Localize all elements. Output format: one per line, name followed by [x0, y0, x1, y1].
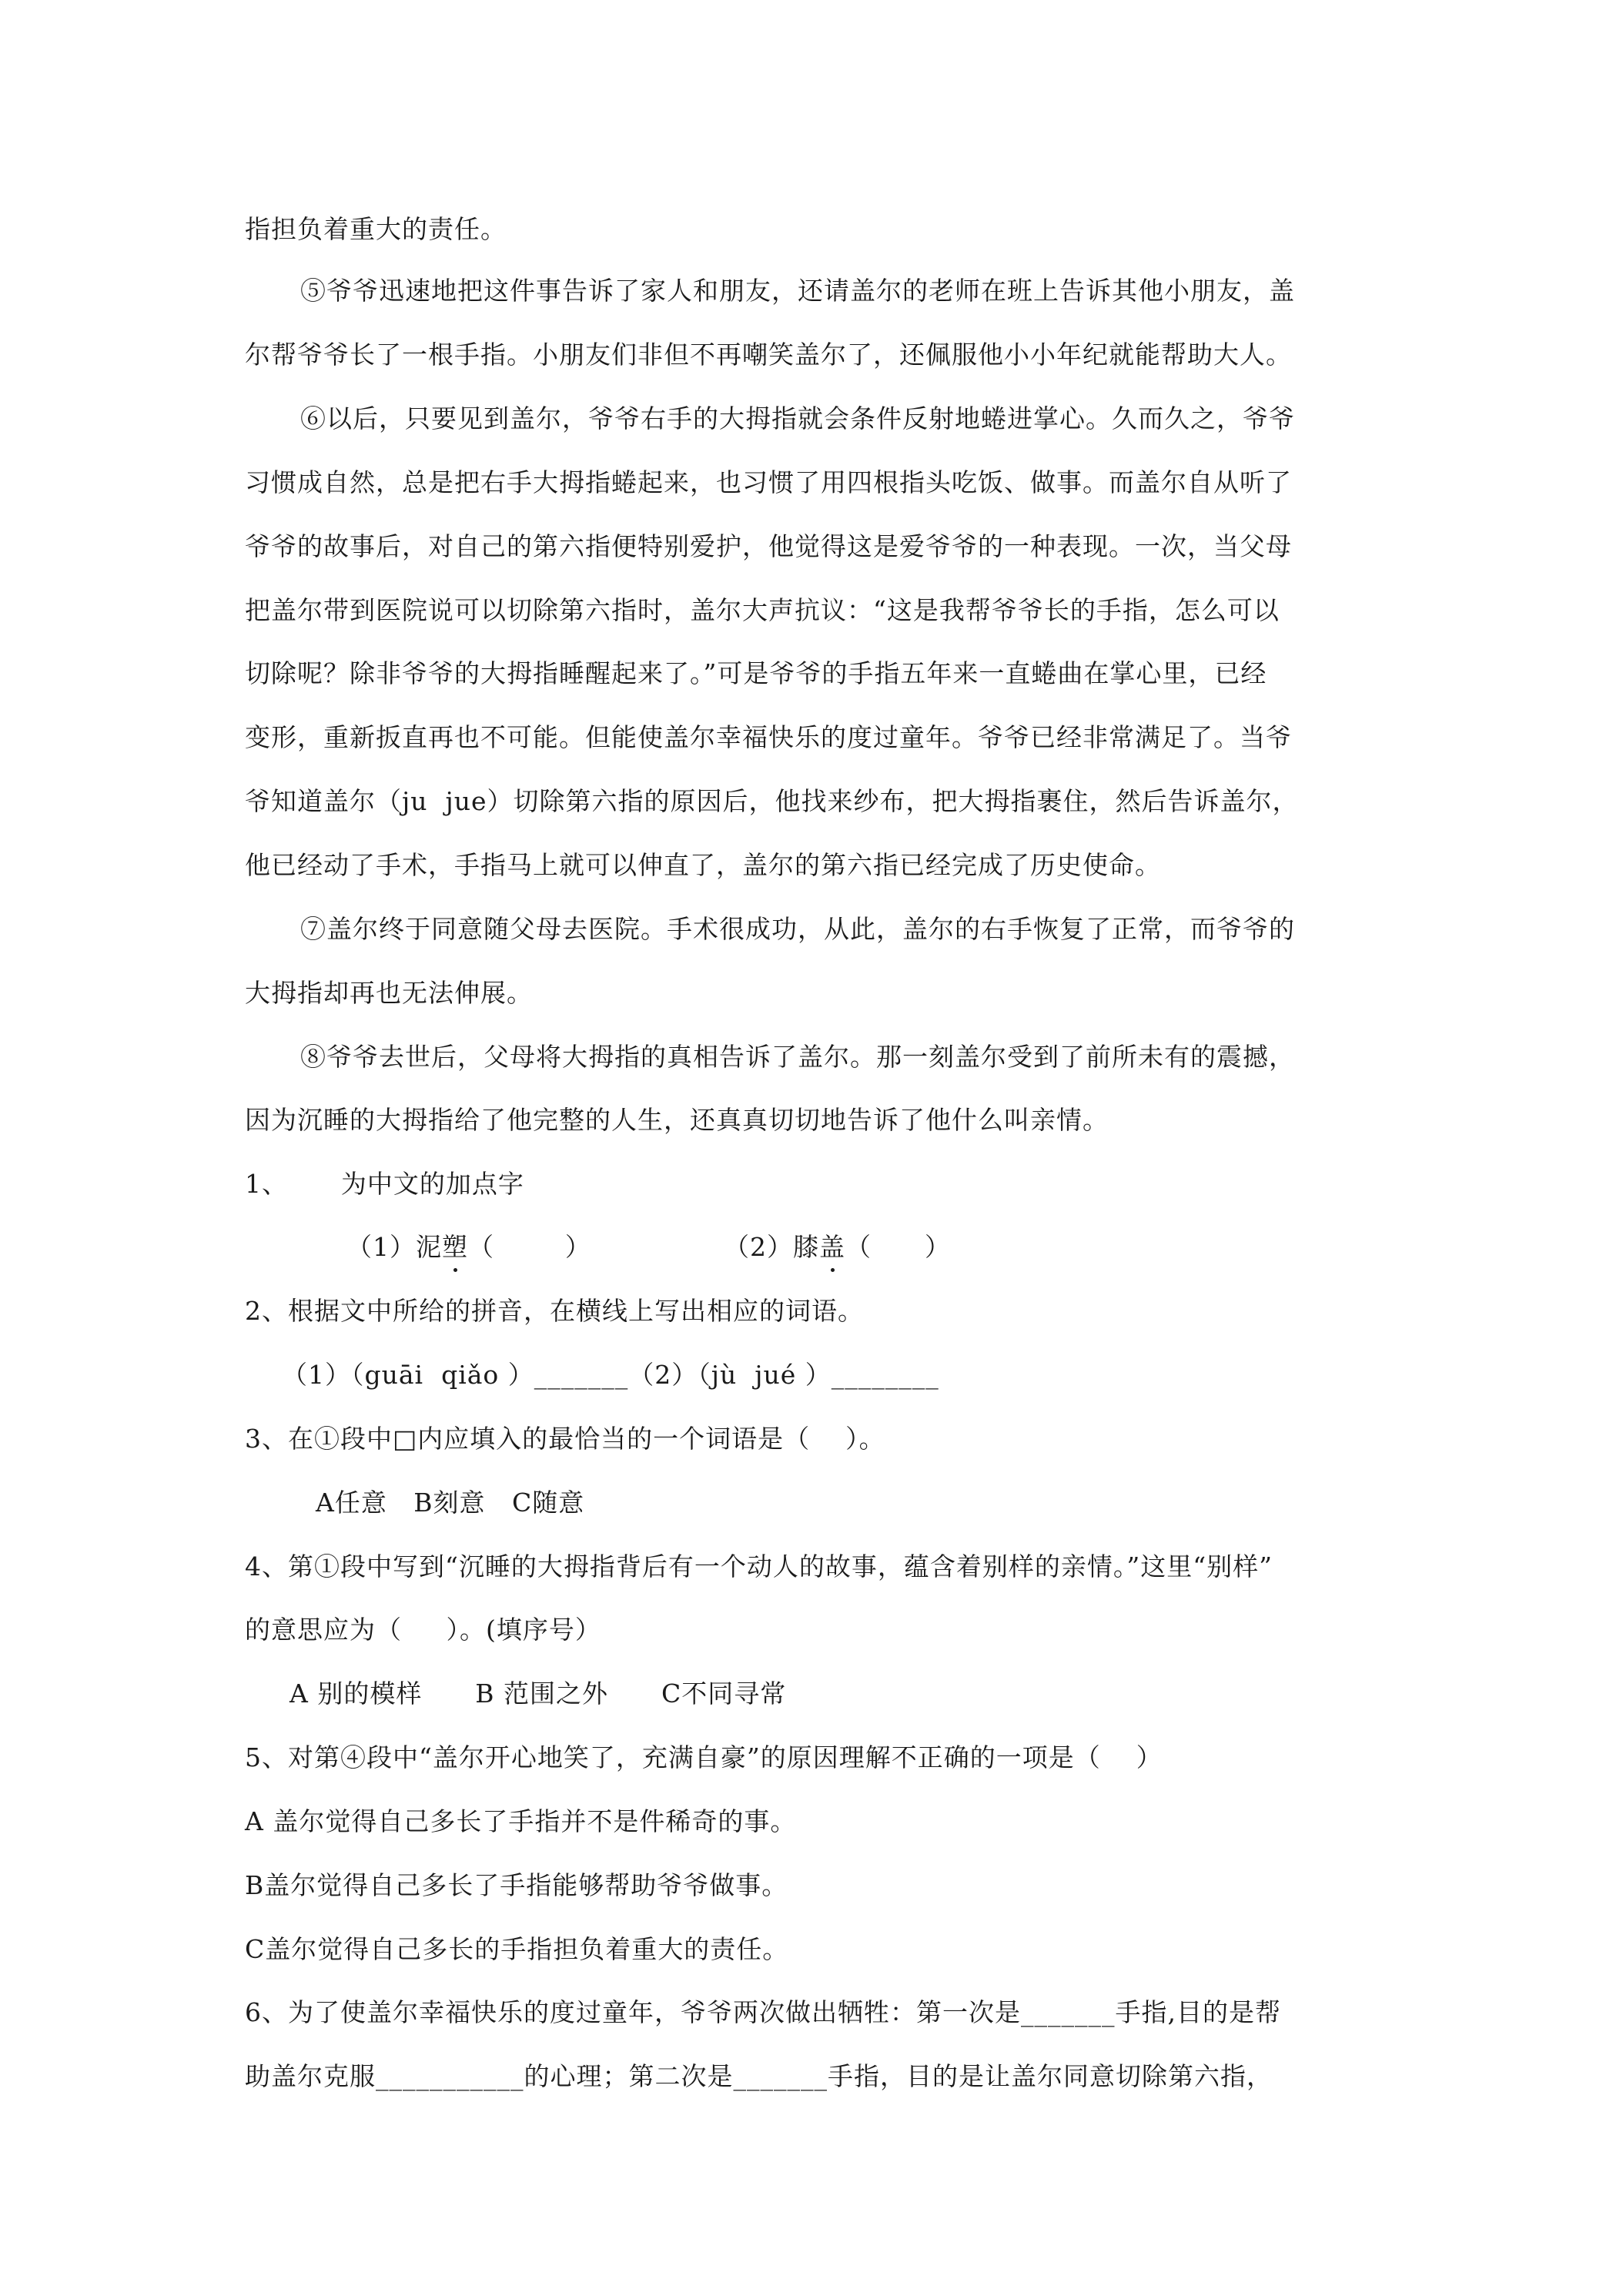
question-3-title: 3、在①段中□内应填入的最恰当的一个词语是（ ）。	[245, 1424, 885, 1454]
paragraph-line: 习惯成自然，总是把右手大拇指蜷起来，也习惯了用四根指头吃饭、做事。而盖尔自从听了	[245, 467, 1292, 497]
paragraph-line: 切除呢？除非爷爷的大拇指睡醒起来了。”可是爷爷的手指五年来一直蜷曲在掌心里，已经	[245, 658, 1267, 688]
question-1-item-2: （2）膝盖（ ）	[724, 1232, 951, 1262]
question-6-title: 6、为了使盖尔幸福快乐的度过童年，爷爷两次做出牺牲：第一次是_______手指,目的是帮	[245, 1997, 1281, 2027]
question-5-option-a: A 盖尔觉得自己多长了手指并不是件稀奇的事。	[245, 1806, 797, 1836]
question-4-options: A 别的模样 B 范围之外 C不同寻常	[289, 1678, 787, 1709]
question-4-title: 4、第①段中写到“沉睡的大拇指背后有一个动人的故事，蕴含着别样的亲情。”这里“别样”	[245, 1551, 1273, 1581]
paragraph-line: ⑥以后，只要见到盖尔，爷爷右手的大拇指就会条件反射地蜷进掌心。久而久之，爷爷	[300, 403, 1295, 433]
paragraph-line: 大拇指却再也无法伸展。	[245, 978, 533, 1008]
question-4-title-continued: 的意思应为（ ）。(填序号）	[245, 1615, 601, 1645]
question-1-item-1: （1）泥塑（ ）	[346, 1232, 591, 1262]
question-5-title: 5、对第④段中“盖尔开心地笑了，充满自豪”的原因理解不正确的一项是（ ）	[245, 1742, 1163, 1772]
paragraph-line: 变形，重新扳直再也不可能。但能使盖尔幸福快乐的度过童年。爷爷已经非常满足了。当爷	[245, 722, 1292, 752]
question-5-option-c: C盖尔觉得自己多长的手指担负着重大的责任。	[245, 1934, 789, 1964]
paragraph-line: 把盖尔带到医院说可以切除第六指时，盖尔大声抗议：“这是我帮爷爷长的手指，怎么可以	[245, 595, 1280, 625]
paragraph-line: 他已经动了手术，手指马上就可以伸直了，盖尔的第六指已经完成了历史使命。	[245, 850, 1161, 880]
question-3-options: A任意 B刻意 C随意	[316, 1488, 585, 1518]
paragraph-line: 爷爷的故事后，对自己的第六指便特别爱护，他觉得这是爱爷爷的一种表现。一次，当父母	[245, 531, 1292, 561]
paragraph-line: 爷知道盖尔（ju jue）切除第六指的原因后，他找来纱布，把大拇指裹住，然后告诉盖尔，	[245, 786, 1299, 816]
question-2-items: （1）（guāi qiǎo ）_______（2）（jù jué ）________	[282, 1360, 939, 1390]
paragraph-line: ⑧爷爷去世后，父母将大拇指的真相告诉了盖尔。那一刻盖尔受到了前所未有的震撼，	[300, 1042, 1295, 1072]
dotted-character: 塑	[442, 1232, 468, 1262]
paragraph-line: 因为沉睡的大拇指给了他完整的人生，还真真切切地告诉了他什么叫亲情。	[245, 1105, 1109, 1135]
question-2-title: 2、根据文中所给的拼音，在横线上写出相应的词语。	[245, 1296, 864, 1326]
paragraph-line: 尔帮爷爷长了一根手指。小朋友们非但不再嘲笑盖尔了，还佩服他小小年纪就能帮助大人。	[245, 340, 1292, 370]
question-6-continued: 助盖尔克服___________的心理；第二次是_______手指，目的是让盖尔同意切除第六指，	[245, 2061, 1273, 2091]
paragraph-line: ⑦盖尔终于同意随父母去医院。手术很成功，从此，盖尔的右手恢复了正常，而爷爷的	[300, 914, 1295, 944]
question-1-title: 1、 为中文的加点字	[245, 1169, 524, 1199]
question-5-option-b: B盖尔觉得自己多长了手指能够帮助爷爷做事。	[245, 1870, 788, 1900]
paragraph-line: 指担负着重大的责任。	[245, 214, 507, 244]
dotted-character: 盖	[819, 1232, 845, 1262]
paragraph-line: ⑤爷爷迅速地把这件事告诉了家人和朋友，还请盖尔的老师在班上告诉其他小朋友，盖	[300, 276, 1295, 306]
